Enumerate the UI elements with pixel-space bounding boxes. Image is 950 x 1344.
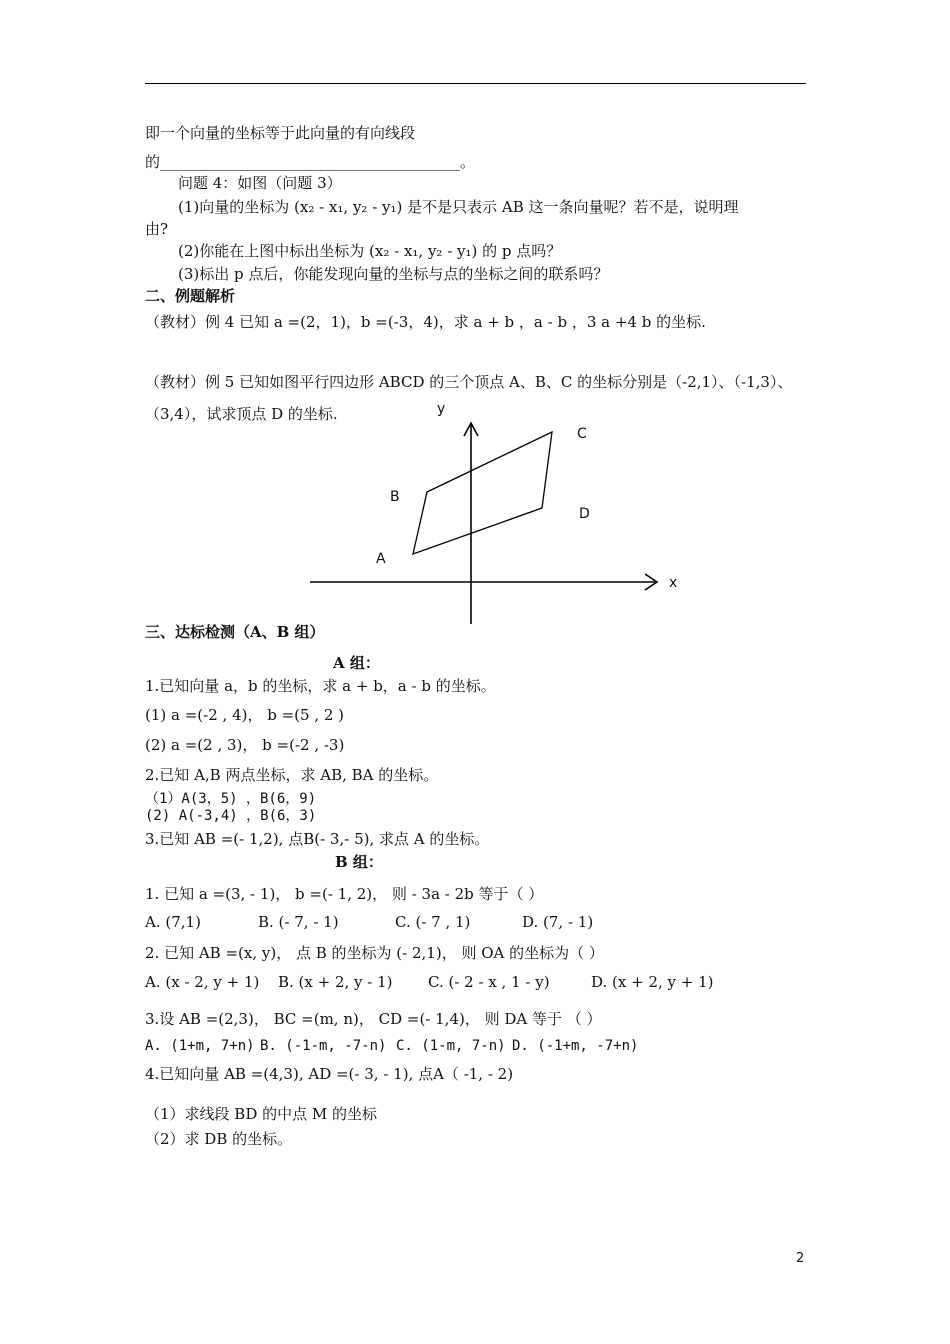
section3-heading: 三、达标检测（A、B 组）: [145, 623, 325, 641]
b-question-2-option-d: D. (x + 2, y + 1): [591, 973, 714, 991]
b-question-2-option-a: A. (x - 2, y + 1): [145, 973, 260, 991]
b-question-2: 2. 已知 AB =(x, y)， 点 B 的坐标为 (- 2,1)， 则 OA 的坐标为（ ）: [145, 944, 604, 962]
b-question-4: 4.已知向量 AB =(4,3), AD =(- 3, - 1), 点A（ -1, - 2): [145, 1065, 514, 1083]
a-question-1-part-1: (1) a =(-2 , 4)， b =(5 , 2 ): [145, 706, 345, 724]
problem4-q1b: 由?: [145, 220, 169, 238]
example-5-line-1: （教材）例 5 已知如图平行四边形 ABCD 的三个顶点 A、B、C 的坐标分别是（-2,1）、（-1,3）、: [145, 373, 793, 391]
page-number: 2: [796, 1251, 805, 1266]
vertex-b-label: B: [390, 489, 400, 505]
y-axis-label: y: [437, 401, 446, 417]
b-question-3-option-a: A. (1+m, 7+n): [145, 1038, 255, 1054]
b-question-1-option-a: A. (7,1): [145, 913, 201, 931]
problem4-q1a: (1)向量的坐标为 (x₂ - x₁, y₂ - y₁) 是不是只表示 AB 这一条向量呢？若不是，说明理: [178, 198, 739, 216]
b-question-4-part-1: （1）求线段 BD 的中点 M 的坐标: [145, 1105, 378, 1123]
b-question-1: 1. 已知 a =(3, - 1)， b =(- 1, 2)， 则 - 3a - 2b 等于（ ）: [145, 885, 544, 903]
section2-heading: 二、例题解析: [145, 287, 236, 305]
b-question-1-option-c: C. (- 7 , 1): [395, 913, 471, 931]
intro-line-2: 的________________________________________。: [145, 153, 476, 171]
problem4-q3: (3)标出 p 点后，你能发现向量的坐标与点的坐标之间的联系吗？: [178, 265, 609, 283]
intro-line-1: 即一个向量的坐标等于此向量的有向线段: [145, 124, 416, 142]
parallelogram-figure: [300, 398, 700, 630]
b-question-3-option-b: B. (-1-m, -7-n): [260, 1038, 387, 1054]
b-question-3: 3.设 AB =(2,3)， BC =(m, n)， CD =(- 1,4)， 则 DA 等于 （ ）: [145, 1010, 602, 1028]
a-question-2-part-1: （1）A(3，5) ，B(6，9): [145, 791, 317, 807]
parallelogram-abcd: [413, 432, 552, 554]
header-rule: [145, 83, 806, 84]
a-question-1: 1.已知向量 a，b 的坐标，求 a + b，a - b 的坐标。: [145, 677, 496, 695]
b-question-1-option-b: B. (- 7, - 1): [258, 913, 339, 931]
b-question-1-option-d: D. (7, - 1): [522, 913, 594, 931]
b-question-2-option-c: C. (- 2 - x , 1 - y): [428, 973, 550, 991]
vertex-a-label: A: [376, 551, 386, 567]
example-5-line-2: （3,4），试求顶点 D 的坐标.: [145, 405, 338, 423]
example-4: （教材）例 4 已知 a =(2，1)，b =(-3，4)，求 a + b ，a - b ，3 a +4 b 的坐标.: [145, 313, 706, 331]
problem4-title: 问题 4：如图（问题 3）: [178, 174, 342, 192]
b-question-3-option-c: C. (1-m, 7-n): [396, 1038, 506, 1054]
a-question-2: 2.已知 A,B 两点坐标，求 AB, BA 的坐标。: [145, 766, 439, 784]
group-b-heading: B 组：: [335, 853, 383, 871]
problem4-q2: (2)你能在上图中标出坐标为 (x₂ - x₁, y₂ - y₁) 的 p 点吗？: [178, 242, 562, 260]
b-question-4-part-2: （2）求 DB 的坐标。: [145, 1130, 293, 1148]
a-question-1-part-2: (2) a =(2 , 3)， b =(-2 , -3): [145, 736, 345, 754]
x-axis-label: x: [669, 575, 678, 591]
group-a-heading: A 组：: [333, 654, 380, 672]
vertex-d-label: D: [579, 506, 590, 522]
b-question-2-option-b: B. (x + 2, y - 1): [278, 973, 393, 991]
vertex-c-label: C: [577, 426, 587, 442]
a-question-3: 3.已知 AB =(- 1,2), 点B(- 3,- 5), 求点 A 的坐标。: [145, 830, 490, 848]
b-question-3-option-d: D. (-1+m, -7+n): [512, 1038, 639, 1054]
a-question-2-part-2: (2) A(-3,4) ，B(6，3): [145, 808, 317, 824]
